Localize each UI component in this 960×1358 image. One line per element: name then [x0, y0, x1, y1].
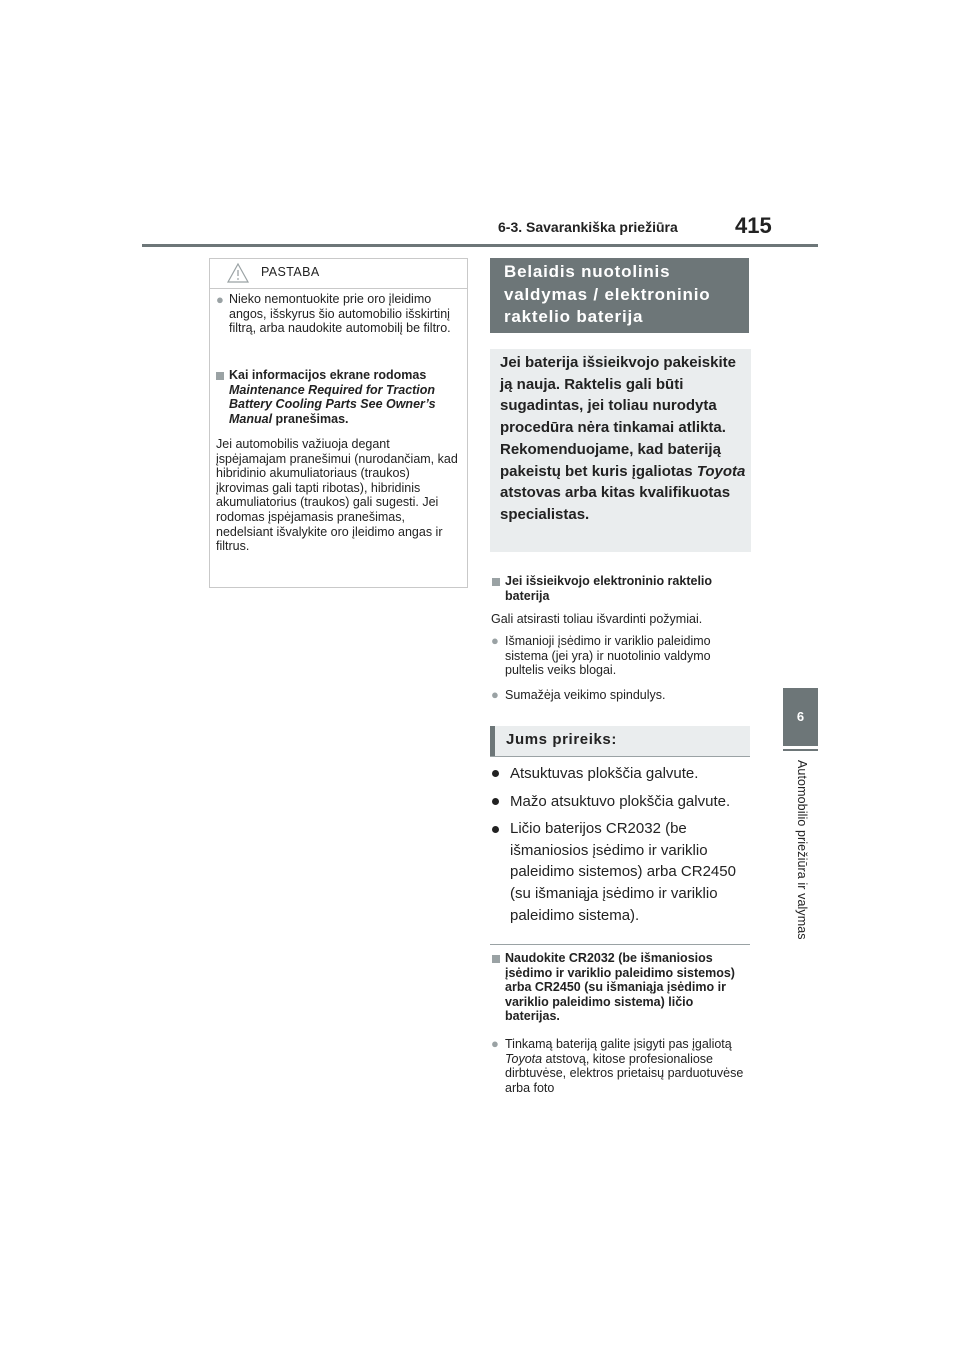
purchase-note-text-1: Tinkamą bateriją galite įsigyti pas įgaliotą [505, 1037, 732, 1051]
purchase-note-brand: Toyota [505, 1051, 543, 1066]
chapter-tab-number: 6 [783, 688, 818, 746]
caution-text-1: Jei baterija išsieikvojo pakeiskite ją nauja. Raktelis gali būti sugadintas, jei toliau nurodyta procedūra nėra tinkamai atlikta. Rekomenduojame, kad bateriją pakeistų bet kuris įgaliotas [500, 354, 736, 480]
tool-item: Mažo atsuktuvo plokščia galvute. [510, 793, 731, 810]
tool-item: Ličio baterijos CR2032 (be išmaniosios įsėdimo ir variklio paleidimo sistemos) arba CR2450 (su išmaniąja įsėdimo ir variklio paleidimo sistema). [510, 820, 736, 924]
purchase-note [505, 1037, 750, 1095]
notice-subheading [229, 368, 465, 426]
tools-heading-rule [490, 756, 750, 757]
symptom-item: Sumažėja veikimo spindulys. [505, 688, 666, 702]
symptom-item: Išmanioji įsėdimo ir variklio paleidimo sistema (jei yra) ir nuotolinio valdymo pultelis veiks blogai. [505, 634, 711, 678]
section-heading: Belaidis nuotolinis valdymas / elektroninio raktelio baterija [490, 258, 749, 333]
list-bullet [492, 826, 499, 833]
notice-bullet-text: Nieko nemontuokite prie oro įleidimo angos, išskyrus šio automobilio išskirtinį filtrą, arba naudokite automobilį be filtro. [229, 292, 451, 336]
caution-text-2: atstovas arba kitas kvalifikuotas specialistas. [500, 484, 731, 523]
notice-title: PASTABA [261, 265, 320, 279]
notice-body: Jei automobilis važiuoja degant įspėjamajam pranešimui (nurodančiam, kad hibridinio akumuliatoriaus (traukos) įkrovimas gali tapti ribotas), hibridinis akumuliatorius (traukos) gali sugesti. Jei rodomas įspėjamasis pranešimas, nedelsiant išvalykite oro įleidimo angas ir filtrus. [216, 437, 458, 554]
list-bullet [492, 770, 499, 777]
notice-header [210, 259, 467, 289]
bullet-dot: ● [491, 633, 499, 648]
caution-box [490, 349, 751, 552]
bullet-dot: ● [216, 292, 224, 307]
chapter-tab-label: Automobilio priežiūra ir valymas [795, 760, 809, 940]
caution-brand: Toyota [696, 462, 746, 480]
subsection-intro: Gali atsirasti toliau išvardinti požymiai. [491, 612, 703, 626]
subsection-heading: Jei išsieikvojo elektroninio raktelio baterija [505, 574, 713, 603]
bullet-dot: ● [491, 1036, 499, 1051]
subsection-heading: Naudokite CR2032 (be išmaniosios įsėdimo ir variklio paleidimo sistemos) arba CR2450 (su išmaniąja įsėdimo ir variklio paleidimo sistema) ličio baterijas. [505, 951, 735, 1024]
section-square-icon [492, 955, 500, 963]
section-divider [490, 944, 750, 945]
section-title: 6-3. Savarankiška priežiūra [498, 219, 678, 235]
notice-subheading-prefix: Kai informacijos ekrane rodomas [229, 368, 427, 382]
bullet-dot: ● [491, 687, 499, 702]
list-bullet [492, 798, 499, 805]
notice-box [209, 258, 468, 588]
purchase-note-text-2: atstovą, kitose profesionaliose dirbtuvėse, elektros prietaisų parduotuvėse arba foto [505, 1051, 744, 1095]
warning-triangle-icon [226, 262, 250, 284]
section-square-icon [216, 372, 224, 380]
notice-subheading-suffix: pranešimas. [272, 411, 349, 426]
section-square-icon [492, 578, 500, 586]
tools-heading-bar [490, 726, 750, 756]
chapter-tab-rule [783, 749, 818, 751]
tools-heading: Jums prireiks: [506, 731, 617, 748]
tool-item: Atsuktuvas plokščia galvute. [510, 765, 699, 782]
header-rule [142, 244, 818, 247]
notice-subheading-message: Maintenance Required for Traction Battery Cooling Parts See Owner’s Manual [229, 382, 436, 426]
page-number: 415 [735, 213, 772, 238]
